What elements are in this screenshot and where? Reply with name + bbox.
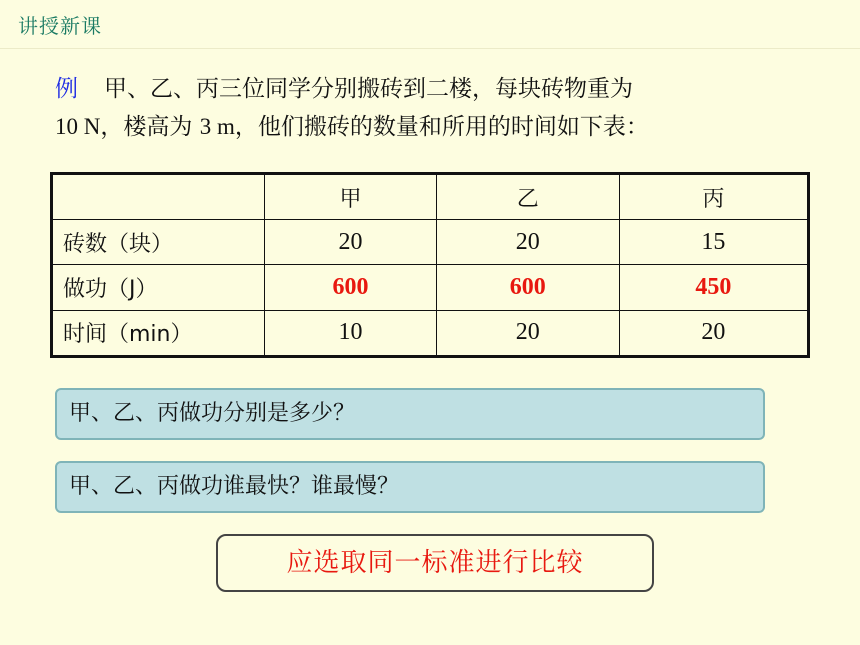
answer-box[interactable]: 应选取同一标准进行比较 [216, 534, 654, 592]
data-table [50, 172, 810, 358]
table-row [52, 310, 809, 356]
table-header-row [52, 174, 809, 220]
table-cell: 10 [265, 310, 436, 356]
table-header-cell: 丙 [619, 174, 808, 220]
table-row [52, 220, 809, 265]
row-label: 时间（min） [52, 310, 265, 356]
example-label: 例 [55, 76, 78, 102]
table-cell: 20 [619, 310, 808, 356]
problem-text-2: ，楼高为 [100, 114, 200, 140]
table-cell: 15 [619, 220, 808, 265]
question-box-2[interactable]: 甲、乙、丙做功谁最快？谁最慢？ [55, 461, 765, 513]
table-cell: 450 [619, 265, 808, 310]
table-cell: 20 [265, 220, 436, 265]
problem-text-3: ，他们搬砖的数量和所用的时间如下表： [234, 114, 649, 140]
table-cell: 20 [436, 220, 619, 265]
height-value: 3 m [199, 114, 235, 139]
table-header-cell: 乙 [436, 174, 619, 220]
table-header-cell: 甲 [265, 174, 436, 220]
question-box-1[interactable]: 甲、乙、丙做功分别是多少？ [55, 388, 765, 440]
section-title: 讲授新课 [18, 14, 102, 38]
row-label: 做功（J） [52, 265, 265, 310]
table-cell: 600 [265, 265, 436, 310]
problem-text-1: 甲、乙、丙三位同学分别搬砖到二楼，每块砖物重为 [104, 76, 633, 102]
problem-statement [55, 70, 815, 146]
row-label: 砖数（块） [52, 220, 265, 265]
header-bar [0, 0, 860, 49]
table-cell: 600 [436, 265, 619, 310]
table-cell: 20 [436, 310, 619, 356]
problem-line-1 [55, 70, 815, 108]
table-header-cell [52, 174, 265, 220]
weight-value: 10 N [55, 114, 101, 139]
problem-line-2 [55, 108, 815, 146]
table-row [52, 265, 809, 310]
